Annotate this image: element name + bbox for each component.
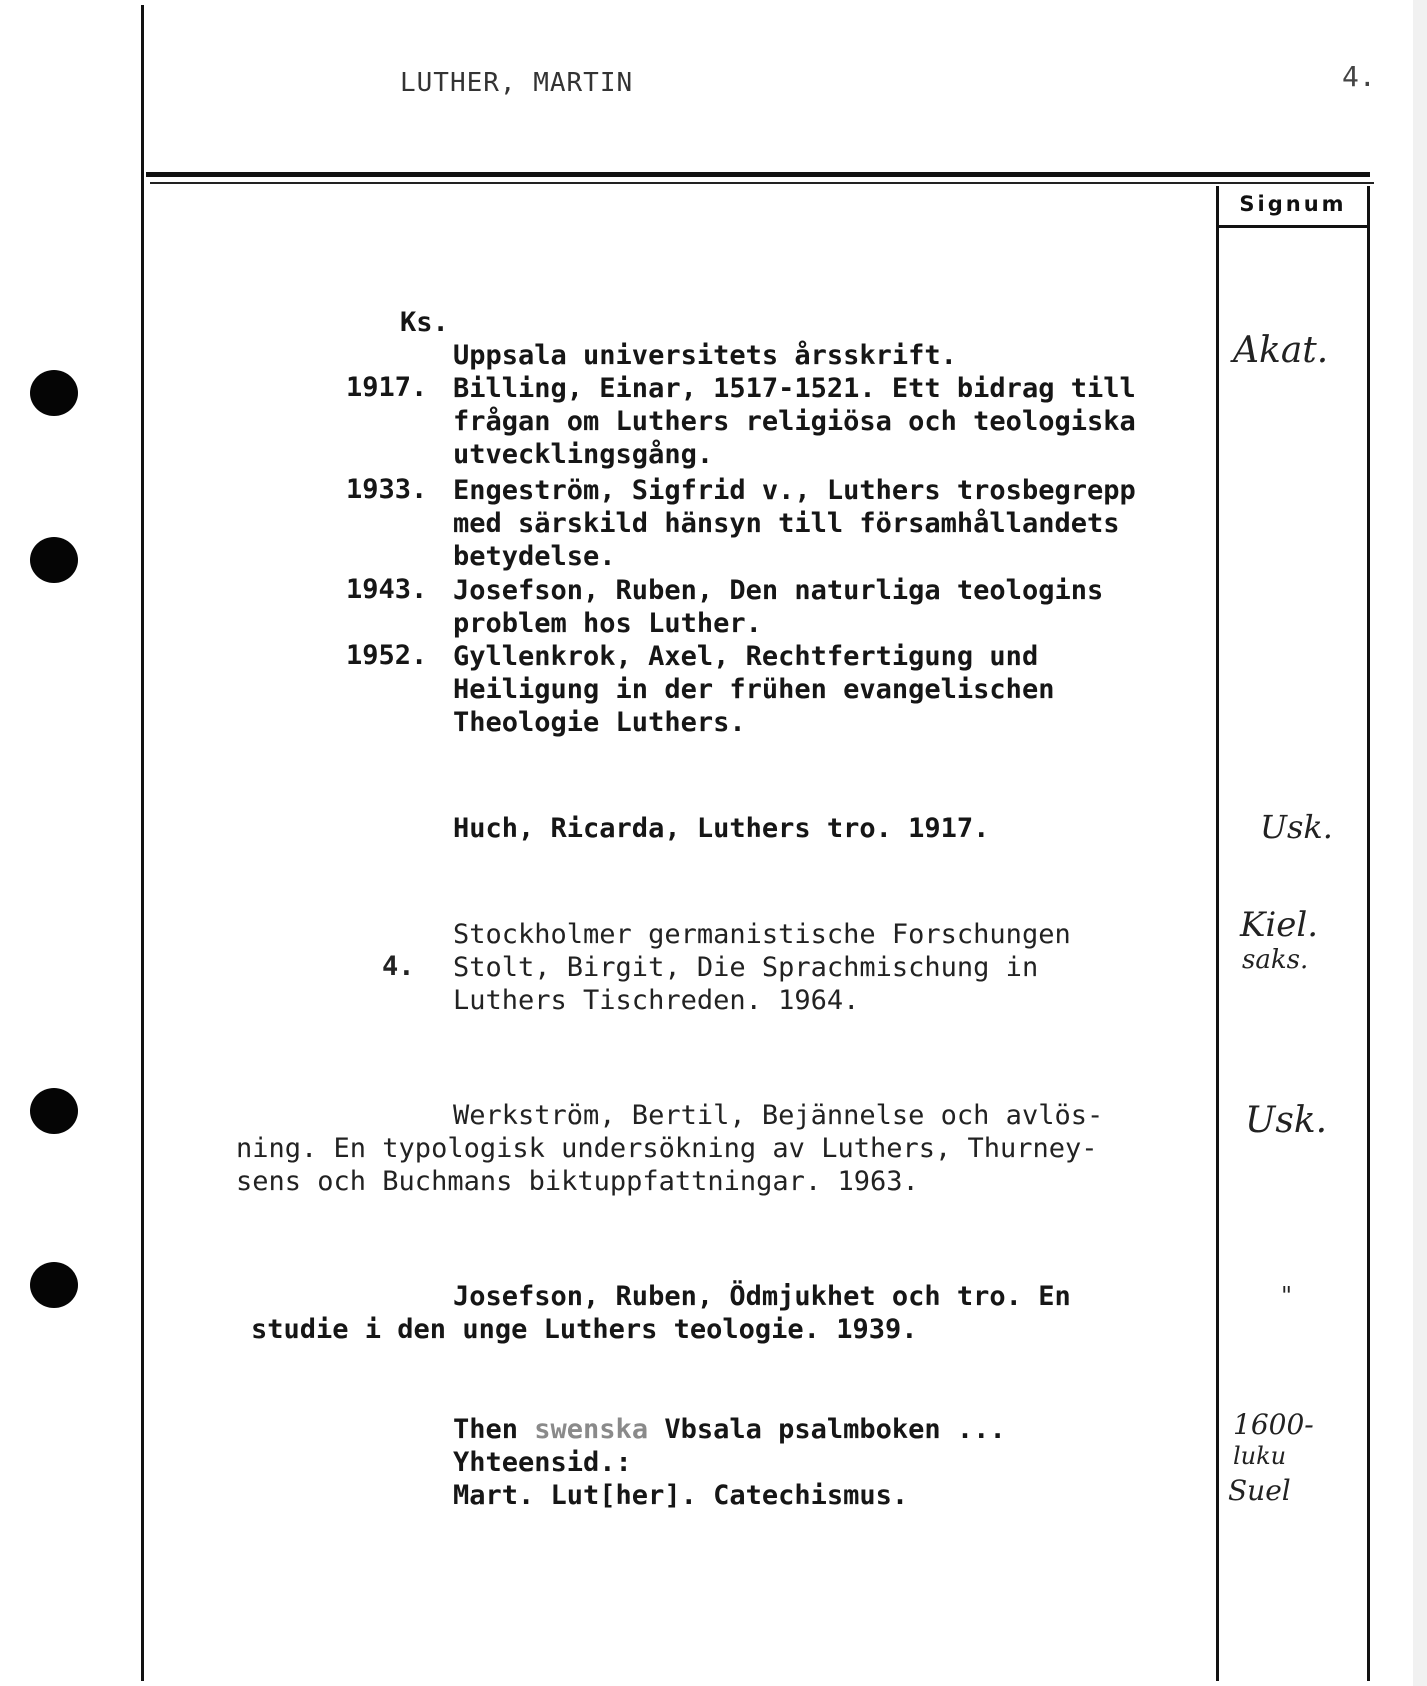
header-rule: [146, 172, 1370, 177]
series-volume: 4.: [382, 951, 415, 982]
entry-line: Luthers Tischreden. 1964.: [453, 985, 860, 1016]
signum-note: Usk.: [1245, 1100, 1328, 1141]
signum-column-border: [1367, 186, 1370, 1681]
margin-line: [141, 5, 144, 1681]
entry-text: Then: [453, 1414, 535, 1445]
entry-year: 1943.: [346, 574, 428, 605]
series-title: Stockholmer germanistische Forschungen: [453, 919, 1071, 950]
entry-line: Engeström, Sigfrid v., Luthers trosbegrepp: [453, 475, 1136, 506]
punch-hole: [30, 537, 78, 583]
entry-line: betydelse.: [453, 541, 616, 572]
card-number: 4.: [1342, 60, 1376, 93]
signum-note: Suel: [1228, 1474, 1291, 1507]
entry-text: Vbsala psalmboken ...: [648, 1414, 1006, 1445]
entry-line: ning. En typologisk undersökning av Luthers, Thurney-: [236, 1133, 1098, 1164]
signum-label: Signum: [1239, 192, 1347, 216]
signum-note: Usk.: [1260, 808, 1333, 846]
entry-line: Yhteensid.:: [453, 1447, 632, 1478]
signum-note: Akat.: [1233, 330, 1329, 371]
signum-note: 1600-: [1233, 1408, 1314, 1441]
entry-year: 1952.: [346, 640, 428, 671]
entry-line: Huch, Ricarda, Luthers tro. 1917.: [453, 813, 990, 844]
entry-line: frågan om Luthers religiösa och teologiska: [453, 406, 1136, 437]
card-heading: LUTHER, MARTIN: [400, 68, 634, 98]
entry-line: Werkström, Bertil, Bejännelse och avlös-: [453, 1100, 1104, 1131]
punch-hole: [30, 370, 78, 416]
punch-hole: [30, 1088, 78, 1134]
signum-note: luku: [1233, 1442, 1287, 1470]
entry-line: Gyllenkrok, Axel, Rechtfertigung und: [453, 641, 1039, 672]
ditto-mark: ": [1281, 1282, 1293, 1310]
entry-text: swenska: [534, 1414, 649, 1445]
header-rule-thin: [150, 182, 1374, 184]
entry-line: sens och Buchmans biktuppfattningar. 1963.: [236, 1166, 919, 1197]
entry-line: Mart. Lut[her]. Catechismus.: [453, 1480, 909, 1511]
entry-year: 1917.: [346, 372, 428, 403]
entry-line: Billing, Einar, 1517-1521. Ett bidrag till: [453, 373, 1136, 404]
series-title: Uppsala universitets årsskrift.: [453, 340, 957, 371]
entry-line: Stolt, Birgit, Die Sprachmischung in: [453, 952, 1039, 983]
signum-column-border: [1216, 186, 1219, 1681]
signum-note: Kiel.: [1240, 905, 1319, 945]
entry-line: [453, 1413, 1006, 1446]
entry-line: utvecklingsgång.: [453, 439, 714, 470]
signum-note: saks.: [1242, 945, 1309, 975]
entry-line: Josefson, Ruben, Den naturliga teologins: [453, 575, 1104, 606]
punch-hole: [30, 1262, 78, 1308]
entry-line: Heiligung in der frühen evangelischen: [453, 674, 1055, 705]
scan-edge: [1413, 0, 1427, 1686]
entry-line: Josefson, Ruben, Ödmjukhet och tro. En: [453, 1281, 1071, 1312]
entry-line: Theologie Luthers.: [453, 707, 746, 738]
signum-header-rule: [1219, 225, 1367, 228]
entry-line: studie i den unge Luthers teologie. 1939.: [251, 1314, 918, 1345]
entry-year: 1933.: [346, 474, 428, 505]
series-mark: Ks.: [400, 307, 449, 338]
entry-line: problem hos Luther.: [453, 608, 762, 639]
entry-line: med särskild hänsyn till församhållandets: [453, 508, 1120, 539]
